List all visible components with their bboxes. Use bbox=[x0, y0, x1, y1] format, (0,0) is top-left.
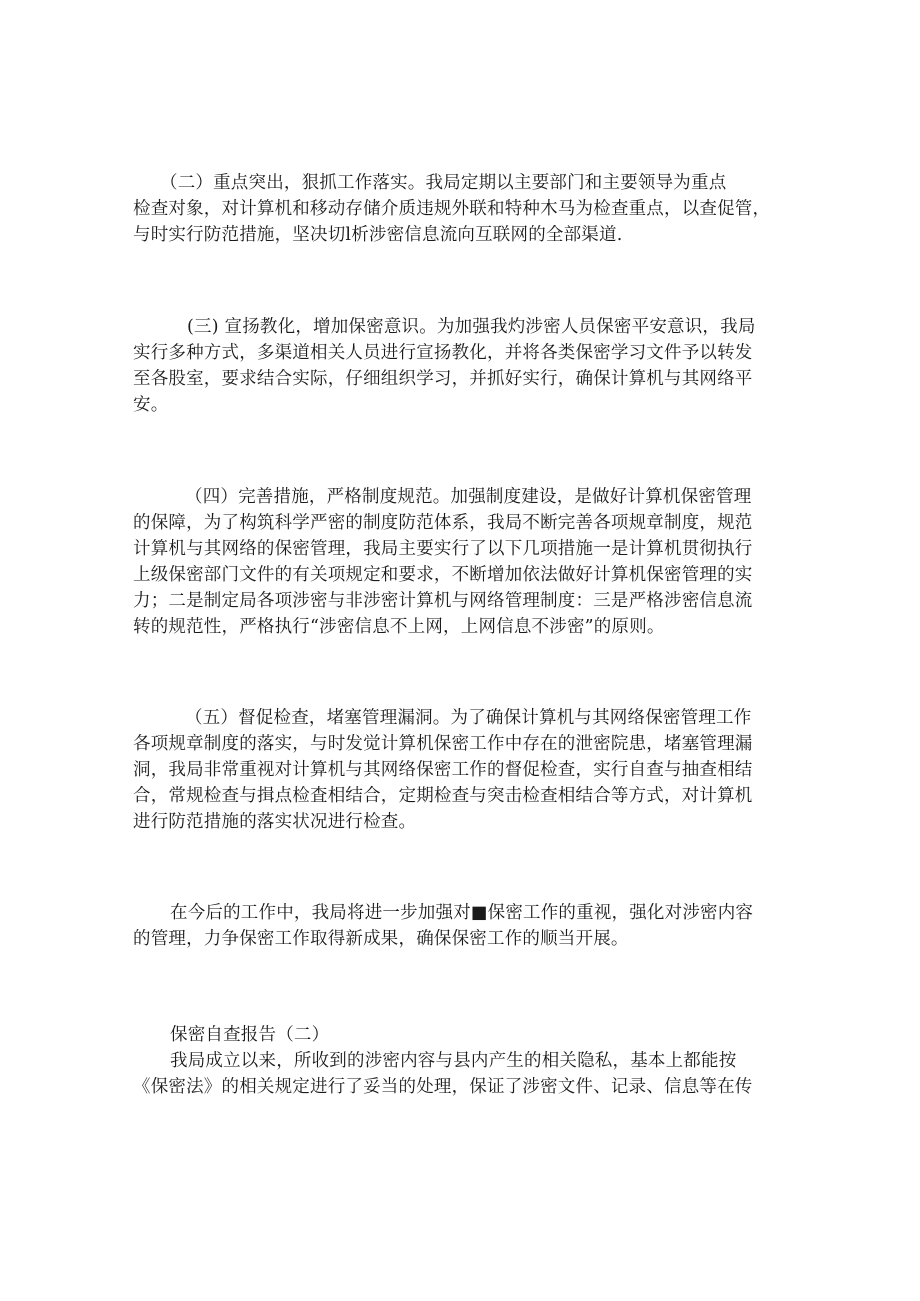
text-line: 实行多种方式，多渠道相关人员进行宣扬教化，并将各类保密学习文件予以转发 bbox=[133, 343, 753, 363]
text-line: 安。 bbox=[133, 395, 169, 415]
text-line: 与时实行防范措施，坚决切l析涉密信息流向互联网的全部渠道. bbox=[133, 225, 623, 245]
text-line: （五）督促检查，堵塞管理漏洞。为了确保计算机与其网络保密管理工作 bbox=[185, 708, 752, 728]
text-line: 力；二是制定局各项涉密与非涉密计算机与网络管理制度：三是严格涉密信息流 bbox=[133, 591, 753, 611]
text-line: 转的规范性，严格执行“涉密信息不上网，上网信息不涉密”的原则。 bbox=[133, 617, 665, 637]
text-line: 上级保密部门文件的有关项规定和要求，不断增加依法做好计算机保密管理的实 bbox=[133, 565, 753, 585]
section-heading: 保密自查报告（二） bbox=[170, 1025, 330, 1045]
text-line: 的管理，力争保密工作取得新成果，确保保密工作的顺当开展。 bbox=[133, 929, 629, 949]
text-line: 洞，我局非常重视对计算机与其网络保密工作的督促检查，实行自查与抽查相结 bbox=[133, 760, 753, 780]
text-line: （二）重点突出，狠抓工作落实。我局定期以主要部门和主要领导为重点 bbox=[160, 173, 727, 193]
text-line: 在今后的工作中，我局将进一步加强对■保密工作的重视，强化对涉密内容 bbox=[170, 903, 754, 923]
text-line: 至各股室，要求结合实际，仔细组织学习，并抓好实行，确保计算机与其网络平 bbox=[133, 369, 753, 389]
text-line: 合，常规检查与揖点检査相结合，定期检查与突击检查相结合等方式，对计算机 bbox=[133, 786, 753, 806]
text-line: 进行防范措施的落实状况进行检查。 bbox=[133, 812, 417, 832]
text-line: 的保障，为了构筑科学严密的制度防范体系，我局不断完善各项规章制度，规范 bbox=[133, 513, 753, 533]
text-line: 我局成立以来，所收到的涉密内容与县内产生的相关隐私，基本上都能按 bbox=[170, 1051, 737, 1071]
text-line: 《保密法》的相关规定进行了妥当的处理，保证了涉密文件、记录、信息等在传 bbox=[133, 1077, 753, 1097]
text-line: （四）完善措施，严格制度规范。加强制度建设，是做好计算机保密管理 bbox=[185, 487, 752, 507]
text-line: 计算机与其网络的保密管理，我局主要实行了以下几项措施一是计算机贯彻执行 bbox=[133, 539, 753, 559]
text-line: 检查对象，对计算机和移动存储介质违规外联和特种木马为检查重点，以查促管， bbox=[133, 199, 771, 219]
text-line: 各项规章制度的落实，与时发觉计算机保密工作中存在的泄密院患，堵塞管理漏 bbox=[133, 734, 753, 754]
text-line: (三) 宣扬教化，增加保密意识。为加强我灼涉密人员保密平安意识，我局 bbox=[187, 317, 756, 337]
